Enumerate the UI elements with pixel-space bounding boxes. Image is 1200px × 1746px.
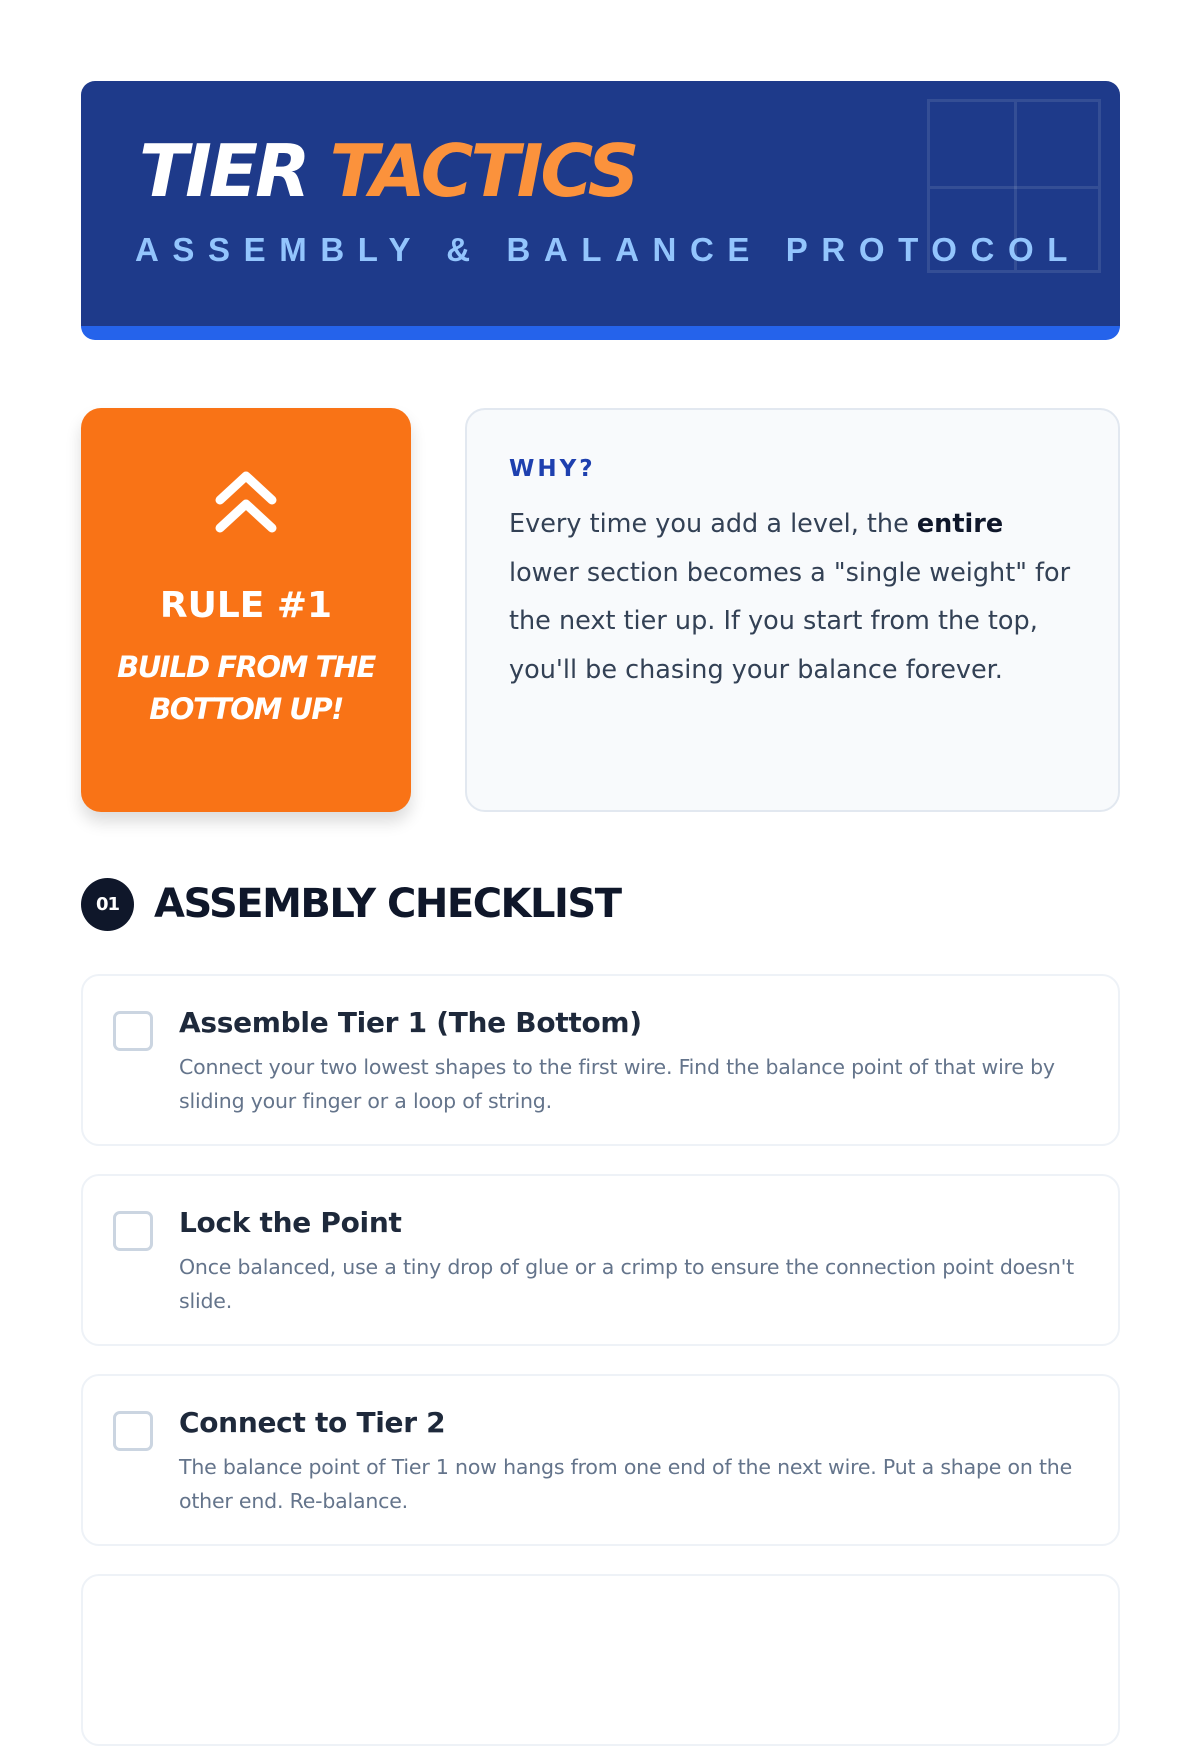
checklist-item-title: Lock the Point: [179, 1206, 402, 1239]
why-text-emphasis: entire: [916, 509, 1004, 539]
section-number-badge: 01: [81, 878, 134, 931]
checkbox[interactable]: [113, 1011, 153, 1051]
checklist-item[interactable]: [81, 1374, 1120, 1546]
checklist-item-description: The balance point of Tier 1 now hangs from one end of the next wire. Put a shape on the other end. Re-balance.: [179, 1455, 1072, 1513]
why-card: [465, 408, 1120, 812]
section-title: ASSEMBLY CHECKLIST: [154, 881, 621, 927]
checklist-item-description: Once balanced, use a tiny drop of glue or a crimp to ensure the connection point doesn't slide.: [179, 1255, 1074, 1313]
header-banner: [81, 81, 1120, 340]
title-part-1: TIER: [139, 129, 308, 213]
section-heading: [81, 876, 621, 932]
why-text: [509, 500, 1079, 694]
rule-subtitle: BUILD FROM THE BOTTOM UP!: [117, 650, 375, 726]
rule-title: RULE #1: [159, 585, 333, 626]
rule-card: [81, 408, 411, 812]
checklist-item-title: Assemble Tier 1 (The Bottom): [179, 1006, 642, 1039]
checklist-item-description: Connect your two lowest shapes to the first wire. Find the balance point of that wire by sliding your finger or a loop of string.: [179, 1055, 1055, 1113]
page-title: [139, 123, 637, 219]
page-subtitle: ASSEMBLY & BALANCE PROTOCOL: [135, 231, 1081, 268]
checklist-item[interactable]: [81, 974, 1120, 1146]
checkbox[interactable]: [113, 1411, 153, 1451]
why-text-start: Every time you add a level, the: [509, 509, 917, 539]
checklist-item-title: Connect to Tier 2: [179, 1406, 446, 1439]
double-chevron-up-icon: [214, 468, 278, 536]
checklist-item[interactable]: [81, 1174, 1120, 1346]
why-text-end: lower section becomes a "single weight" for the next tier up. If you start from the top, you'll be chasing your balance forever.: [509, 557, 1071, 685]
title-part-2: TACTICS: [329, 129, 637, 213]
checkbox[interactable]: [113, 1211, 153, 1251]
why-label: WHY?: [509, 456, 596, 482]
